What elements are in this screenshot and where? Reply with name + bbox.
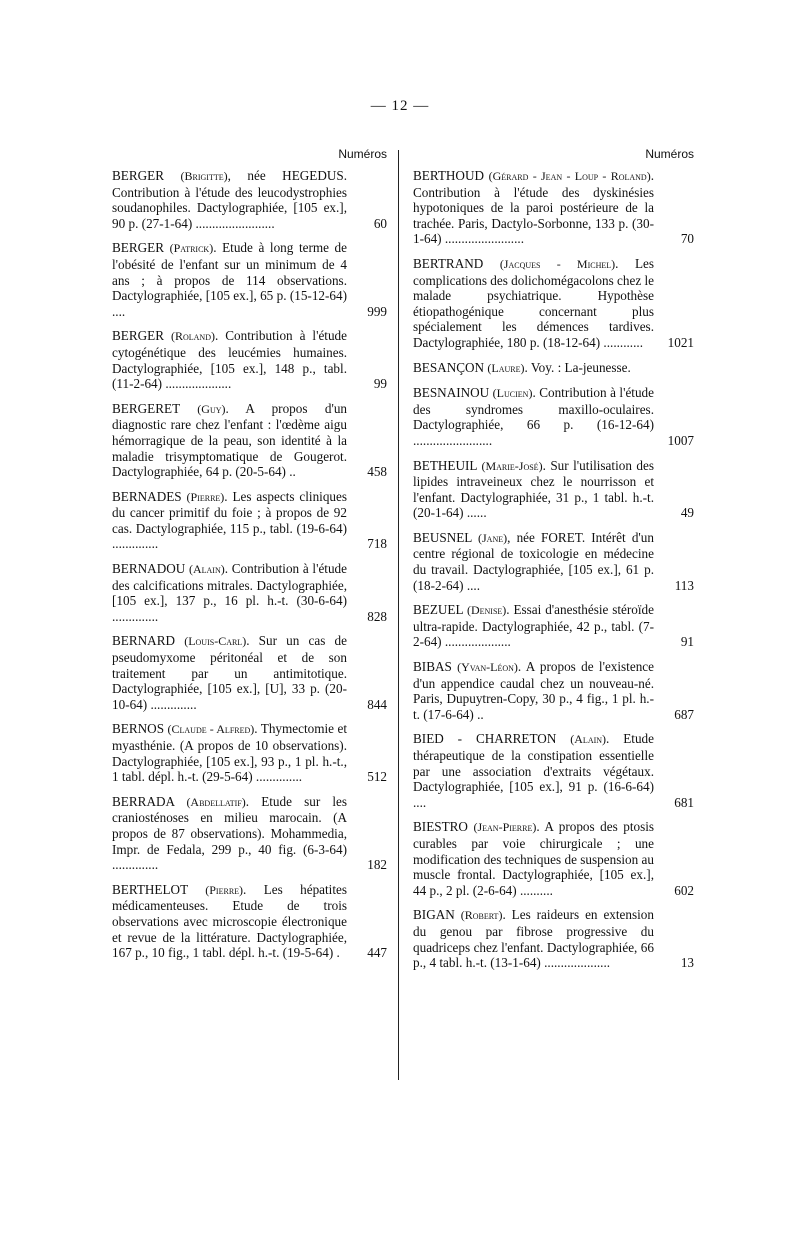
entry-description: . Contribution à l'étude cytogénétique des leucémies humaines. Dactylographiée, [105 ex.], 148 p., tabl. (11-2-64) ....................	[112, 328, 347, 392]
bibliography-entry	[413, 530, 694, 593]
entry-number: 182	[367, 857, 387, 873]
entry-author: BETHEUIL	[413, 457, 477, 473]
bibliography-entry	[112, 561, 387, 624]
entry-author: BEZUEL	[413, 602, 464, 618]
entry-description: . Les complications des dolichomégacolons chez le malade psychiatrique. Hypothèse étiopathogénique concernant plus spécialement les démences tardives. Dactylographiée, 180 p. (18-12-64) ............	[413, 255, 654, 350]
numeros-header-left: Numéros	[338, 147, 387, 161]
entry-given-names: (Alain)	[188, 562, 225, 577]
bibliography-entry	[112, 489, 387, 552]
bibliography-entry	[112, 882, 387, 961]
entry-number: 1007	[667, 432, 694, 448]
entry-description: . Essai d'anesthésie stéroïde ultra-rapide. Dactylographiée, 42 p., tabl. (7-2-64) ....................	[413, 602, 654, 650]
bibliography-entry	[413, 659, 694, 722]
entry-given-names: (Marie-José)	[481, 458, 543, 473]
entry-description: . Les raideurs en extension du genou par fibrose progressive du quadriceps chez l'enfant. Dactylographiée, 66 p., 4 tabl. h.-t. (13-1-64) ....................	[413, 907, 654, 971]
bibliography-entry	[112, 240, 387, 319]
entry-given-names: (Yvan-Léon)	[457, 660, 518, 675]
entry-author: BERRADA	[112, 793, 175, 809]
entry-text	[112, 633, 347, 712]
entry-description: , née FORET. Intérêt d'un centre régional de toxicologie en médecine du travail. Dactylographiée, [105 ex.], 61 p. (18-2-64) ....	[413, 529, 654, 593]
entry-description: . Contribution à l'étude des dyskinésies hypotoniques de la paroi postérieure de la trachée. Paris, Dactylo-Sorbonne, 133 p. (30-1-64) ........................	[413, 168, 654, 247]
entry-author: BERNOS	[112, 721, 165, 737]
bibliography-entry	[413, 256, 694, 351]
entry-author: BERNADOU	[112, 561, 186, 577]
entry-text	[413, 602, 654, 650]
entry-given-names: (Louis-Carl)	[184, 634, 247, 649]
entry-description: . Etude sur les craniosténoses en milieu marocain. (A propos de 87 observations). Mohammedia, Impr. de Fedala, 299 p., 40 fig. (6-3-64) ..............	[112, 793, 347, 873]
entry-number: 718	[367, 536, 387, 552]
entry-author: BERGER	[112, 168, 165, 183]
entry-author: BERGER	[112, 328, 165, 344]
bibliography-entry	[413, 168, 694, 247]
entry-description: . Thymectomie et myasthénie. (A propos de 10 observations). Dactylographiée, [105 ex.], 93 p., 1 pl. h.-t., 1 tabl. dépl. h.-t. (29-5-64) ..............	[112, 721, 347, 785]
entry-description: . Contribution à l'étude des syndromes maxillo-oculaires. Dactylographiée, 66 p. (16-12-64) ........................	[413, 385, 654, 448]
entry-description: , née HEGEDUS. Contribution à l'étude des leucodystrophies soudanophiles. Dactylographiée, [105 ex.], 90 p. (27-1-64) ........................	[112, 168, 348, 231]
left-column	[112, 147, 387, 970]
entry-given-names: (Gérard - Jean - Loup - Roland)	[488, 169, 651, 183]
entry-given-names: (Lucien)	[492, 386, 533, 401]
entry-number: 844	[367, 696, 387, 712]
entry-text	[413, 907, 654, 970]
entry-number: 60	[373, 215, 387, 231]
entry-description: . Voy. : La-jeunesse.	[524, 359, 631, 375]
entry-given-names: (Jacques - Michel)	[499, 256, 616, 271]
left-entries	[112, 168, 387, 961]
entry-text	[413, 256, 654, 351]
entry-description: . Contribution à l'étude des calcifications mitrales. Dactylographiée, [105 ex.], 137 p., 16 pl. h.-t. (30-6-64) ..............	[112, 561, 347, 624]
entry-given-names: (Alain)	[570, 732, 607, 747]
entry-description: . Sur un cas de pseudomyxome péritonéal et de son traitement par un antimitotique. Dactylographiée, [105 ex.], [U], 33 p. (20-10-64) ..............	[112, 633, 348, 712]
entry-text	[413, 819, 654, 898]
entry-number: 447	[367, 945, 387, 961]
entry-description: . Les aspects cliniques du cancer primitif du foie ; à propos de 92 cas. Dactylographiée, 115 p., tabl. (19-6-64) ..............	[112, 488, 348, 552]
entry-author: BERNARD	[112, 633, 176, 649]
entry-text	[112, 561, 347, 624]
entry-number: 602	[674, 882, 694, 898]
entry-given-names: (Pierre)	[186, 489, 225, 504]
entry-text	[112, 328, 347, 391]
entry-given-names: (Abdellatif)	[186, 794, 246, 809]
entry-given-names: (Guy)	[197, 401, 226, 416]
right-entries	[413, 168, 694, 971]
entry-given-names: (Laure)	[487, 360, 525, 375]
bibliography-entry	[413, 731, 694, 810]
entry-text	[112, 794, 347, 873]
entry-number: 1021	[667, 334, 694, 350]
entry-description: . Etude à long terme de l'obésité de l'enfant sur un minimum de 4 ans ; à propos de 114 observations. Dactylographiée, [105 ex.], 65 p. (15-12-64) ....	[112, 240, 348, 319]
entry-text	[413, 659, 654, 722]
entry-author: BESNAINOU	[413, 385, 490, 401]
entry-author: BESANÇON	[413, 359, 485, 375]
entry-number: 512	[367, 769, 387, 785]
entry-given-names: (Jane)	[478, 530, 508, 545]
entry-author: BEUSNEL	[413, 529, 472, 545]
right-column	[413, 147, 694, 980]
entry-number: 458	[367, 464, 387, 480]
entry-number: 113	[674, 577, 694, 593]
entry-given-names: (Roland)	[170, 329, 215, 344]
entry-author: BIGAN	[413, 907, 455, 923]
entry-author: BIESTRO	[413, 819, 468, 835]
entry-text	[112, 240, 347, 319]
bibliography-entry	[413, 907, 694, 970]
entry-text	[112, 401, 347, 480]
bibliography-entry	[112, 168, 387, 231]
entry-description: . Etude thérapeutique de la constipation essentielle par une association d'extraits végétaux. Dactylographiée, [105 ex.], 91 p. (16-6-64) ....	[413, 731, 655, 810]
entry-given-names: (Robert)	[460, 908, 503, 923]
bibliography-entry	[112, 401, 387, 480]
bibliography-entry	[413, 602, 694, 650]
entry-text	[413, 385, 654, 448]
entry-text	[112, 168, 347, 231]
entry-number: 828	[367, 608, 387, 624]
entry-number: 49	[680, 505, 694, 521]
entry-description: . Les hépatites médicamenteuses. Etude de trois observations avec microscopie électronique et revue de la littérature. Dactylographiée, 167 p., 10 fig., 1 tabl. dépl. h.-t. (19-5-64) .	[112, 881, 347, 961]
bibliography-entry	[413, 819, 694, 898]
entry-author: BERGER	[112, 240, 165, 256]
bibliography-entry	[413, 385, 694, 448]
entry-given-names: (Denise)	[466, 603, 507, 618]
bibliography-entry	[112, 328, 387, 391]
entry-description: . A propos des ptosis curables par voie chirurgicale ; une modification des techniques de suspension au muscle frontal. Dactylographiée, [105 ex.], 44 p., 2 pl. (2-6-64) ..........	[413, 819, 655, 898]
column-divider	[398, 150, 399, 1080]
bibliography-entry	[112, 794, 387, 873]
entry-description: . A propos d'un diagnostic rare chez l'enfant : l'œdème aigu hémorragique de la peau, son identité à la maladie trisymptomatique de Gougerot. Dactylographiée, 64 p. (20-5-64) ..	[112, 400, 348, 480]
entry-author: BIBAS	[413, 659, 452, 675]
entry-description: . A propos de l'existence d'un appendice caudal chez un nouveau-né. Paris, Dupuytren-Copy, 30 p., 4 fig., 1 pl. h.-t. (17-6-64) ..	[413, 659, 655, 722]
entry-author: BERNADES	[112, 488, 182, 504]
entry-given-names: (Claude - Alfred)	[167, 722, 255, 737]
entry-text	[413, 360, 654, 377]
entry-author: BERTRAND	[413, 255, 484, 271]
bibliography-entry	[112, 633, 387, 712]
page-number: — 12 —	[370, 98, 430, 114]
entry-number: 13	[680, 955, 694, 971]
entry-text	[413, 458, 654, 521]
entry-text	[112, 721, 347, 784]
entry-number: 70	[680, 231, 694, 247]
entry-text	[413, 530, 654, 593]
bibliography-entry	[112, 721, 387, 784]
entry-author: BERGERET	[112, 400, 180, 416]
entry-text	[413, 168, 654, 247]
entry-number: 999	[367, 303, 387, 319]
entry-text	[112, 489, 347, 552]
bibliography-entry	[413, 360, 694, 377]
entry-author: BERTHOUD	[413, 168, 485, 183]
entry-given-names: (Patrick)	[169, 241, 214, 256]
entry-description: . Sur l'utilisation des lipides intraveineux chez le nourrisson et l'enfant. Dactylographiée, 31 p., 1 tabl. h.-t. (20-1-64) ......	[413, 457, 654, 521]
entry-author: BIED - CHARRETON	[413, 731, 557, 747]
entry-number: 91	[680, 634, 694, 650]
entry-number: 99	[373, 376, 387, 392]
entry-number: 681	[674, 794, 694, 810]
bibliography-entry	[413, 458, 694, 521]
entry-given-names: (Brigitte)	[180, 169, 228, 183]
entry-author: BERTHELOT	[112, 881, 188, 897]
numeros-header-right: Numéros	[645, 147, 694, 161]
entry-text	[112, 882, 347, 961]
entry-text	[413, 731, 654, 810]
entry-number: 687	[674, 706, 694, 722]
entry-given-names: (Jean-Pierre)	[473, 820, 537, 835]
entry-given-names: (Pierre)	[205, 882, 244, 897]
